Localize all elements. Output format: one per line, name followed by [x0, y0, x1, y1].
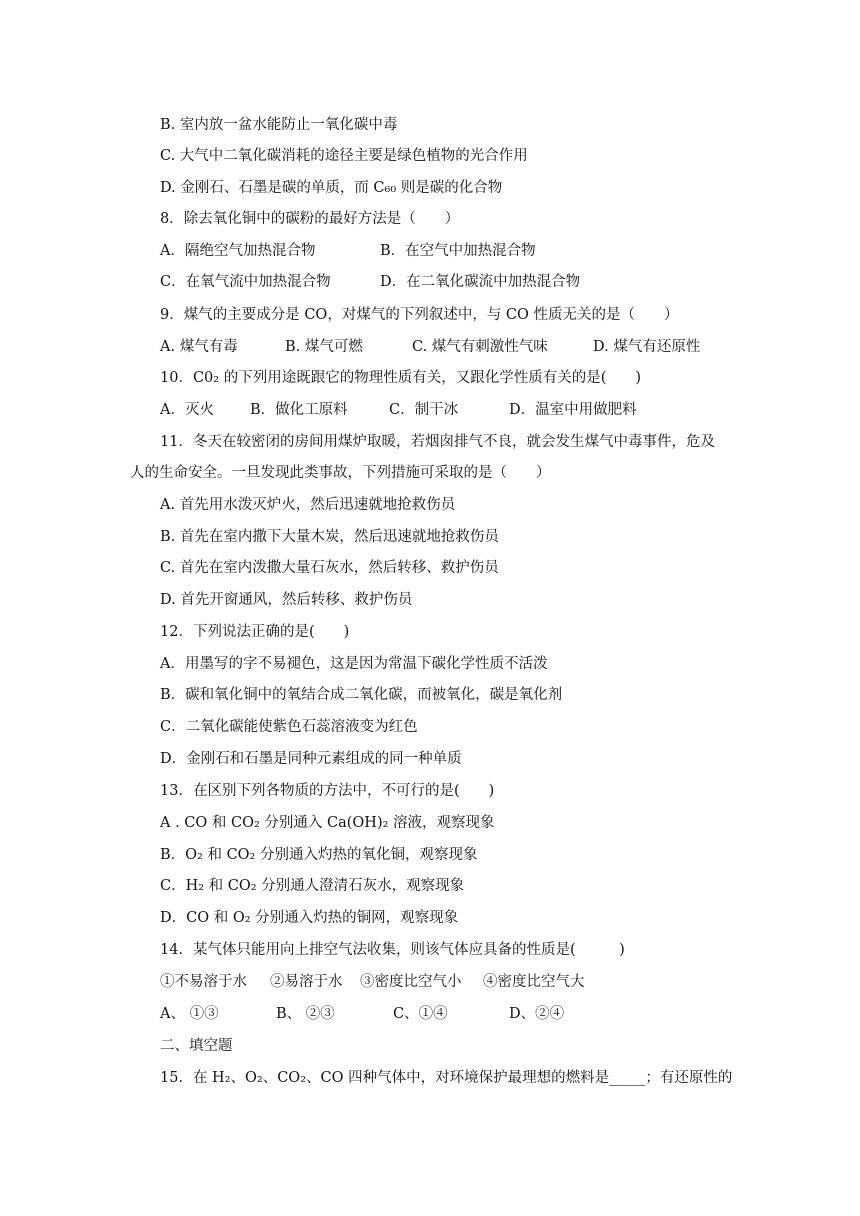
option-b: B. 煤气可燃 — [285, 339, 363, 355]
question-15 — [0, 1066, 860, 1090]
option-d: D．金刚石和石墨是同种元素组成的同一种单质 — [160, 751, 462, 767]
option-line — [0, 525, 860, 549]
question-text: 13．在区别下列各物质的方法中，不可行的是( ) — [160, 783, 495, 799]
option-d: D. 首先开窗通风，然后转移、救护伤员 — [160, 592, 413, 608]
option-c: C. 煤气有刺激性气味 — [412, 339, 548, 355]
option-line — [0, 843, 860, 867]
option-b: B．做化工原料 — [250, 402, 348, 418]
question-text: 12．下列说法正确的是( ) — [160, 624, 350, 640]
question-text-continued — [0, 461, 860, 485]
option-line — [0, 176, 860, 200]
question-8 — [0, 207, 860, 231]
option-line — [0, 652, 860, 676]
option-a: A . CO 和 CO₂ 分别通入 Ca(OH)₂ 溶液，观察现象 — [160, 815, 495, 831]
question-text: 14．某气体只能用向上排空气法收集，则该气体应具备的性质是( ) — [160, 942, 625, 958]
option-b: B．在空气中加热混合物 — [380, 243, 536, 259]
option-row — [0, 270, 860, 294]
option-line — [0, 683, 860, 707]
option-row — [0, 335, 860, 359]
option-a: A．灭火 — [160, 402, 214, 418]
question-10 — [0, 366, 860, 390]
property-4: ④密度比空气大 — [483, 974, 585, 990]
option-text: D. 金刚石、石墨是碳的单质，而 C₆₀ 则是碳的化合物 — [160, 180, 503, 196]
option-a: A．用墨写的字不易褪色，这是因为常温下碳化学性质不活泼 — [160, 656, 548, 672]
option-a: A. 首先用水泼灭炉火，然后迅速就地抢救伤员 — [160, 497, 456, 513]
option-c: C、①④ — [393, 1006, 448, 1022]
question-text: 10．C0₂ 的下列用途既跟它的物理性质有关，又跟化学性质有关的是( ) — [160, 370, 642, 386]
option-a: A．隔绝空气加热混合物 — [160, 243, 316, 259]
option-d: D、②④ — [509, 1006, 565, 1022]
option-line — [0, 715, 860, 739]
option-c: C．二氧化碳能使紫色石蕊溶液变为红色 — [160, 719, 418, 735]
option-line — [0, 113, 860, 137]
option-c: C. 首先在室内泼撒大量石灰水，然后转移、救护伤员 — [160, 560, 499, 576]
option-c: C．H₂ 和 CO₂ 分别通人澄清石灰水，观察现象 — [160, 878, 465, 894]
property-2: ②易溶于水 — [270, 974, 343, 990]
question-13 — [0, 779, 860, 803]
option-text: C. 大气中二氧化碳消耗的途径主要是绿色植物的光合作用 — [160, 148, 528, 164]
question-9 — [0, 303, 860, 327]
option-b: B. 首先在室内撒下大量木炭，然后迅速就地抢救伤员 — [160, 529, 499, 545]
option-line — [0, 747, 860, 771]
question-11 — [0, 430, 860, 454]
option-d: D．CO 和 O₂ 分别通入灼热的铜网，观察现象 — [160, 910, 459, 926]
property-row — [0, 970, 860, 994]
option-line — [0, 811, 860, 835]
question-text: 8．除去氧化铜中的碳粉的最好方法是（ ） — [160, 211, 460, 227]
option-b: B．O₂ 和 CO₂ 分别通入灼热的氧化铜，观察现象 — [160, 847, 478, 863]
option-line — [0, 493, 860, 517]
question-text: 11．冬天在较密闭的房间用煤炉取暖，若烟囱排气不良，就会发生煤气中毒事件，危及 — [160, 434, 715, 450]
question-text: 15．在 H₂、O₂、CO₂、CO 四种气体中，对环境保护最理想的燃料是_____；有还原性的 — [160, 1070, 733, 1086]
option-line — [0, 906, 860, 930]
property-3: ③密度比空气小 — [360, 974, 462, 990]
option-c: C．在氧气流中加热混合物 — [160, 274, 331, 290]
option-b: B．碳和氧化铜中的氧结合成二氧化碳，而被氧化，碳是氧化剂 — [160, 687, 563, 703]
option-line — [0, 556, 860, 580]
question-12 — [0, 620, 860, 644]
section-heading — [0, 1034, 860, 1058]
option-d: D．在二氧化碳流中加热混合物 — [380, 274, 581, 290]
option-a: A. 煤气有毒 — [160, 339, 238, 355]
option-d: D．温室中用做肥料 — [509, 402, 637, 418]
property-1: ①不易溶于水 — [160, 974, 247, 990]
question-text: 9．煤气的主要成分是 CO，对煤气的下列叙述中，与 CO 性质无关的是（ ） — [160, 307, 679, 323]
option-row — [0, 1002, 860, 1026]
option-line — [0, 588, 860, 612]
option-text: B. 室内放一盆水能防止一氧化碳中毒 — [160, 117, 398, 133]
option-row — [0, 398, 860, 422]
option-line — [0, 144, 860, 168]
option-line — [0, 874, 860, 898]
option-b: B、 ②③ — [276, 1006, 335, 1022]
option-a: A、 ①③ — [160, 1006, 219, 1022]
section-title: 二、填空题 — [160, 1038, 233, 1054]
question-text: 人的生命安全。一旦发现此类事故，下列措施可采取的是（ ） — [130, 465, 551, 481]
option-row — [0, 239, 860, 263]
option-c: C．制干冰 — [389, 402, 459, 418]
option-d: D. 煤气有还原性 — [593, 339, 701, 355]
question-14 — [0, 938, 860, 962]
